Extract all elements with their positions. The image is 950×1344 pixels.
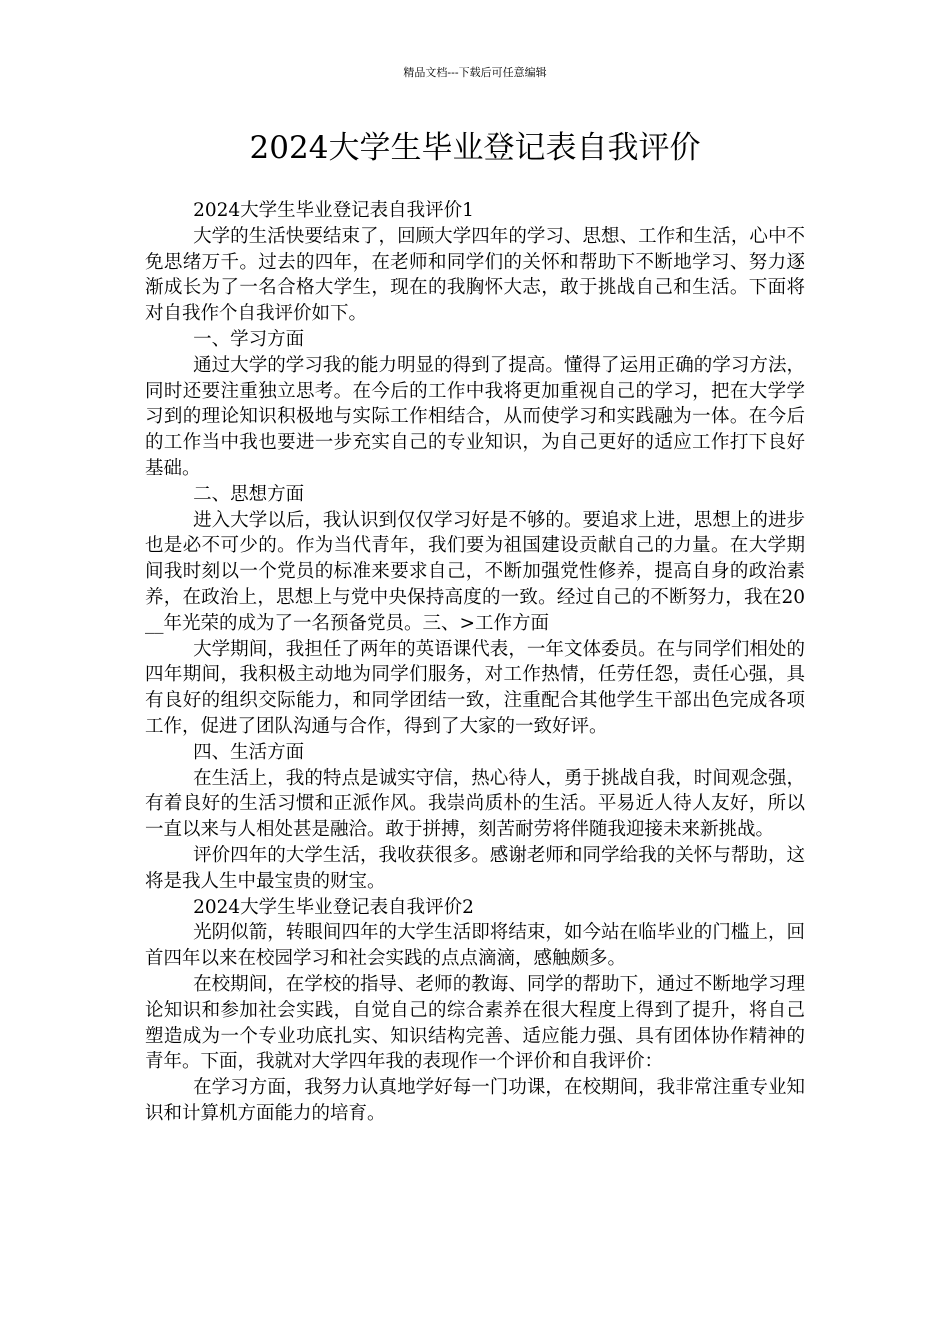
paragraph: 在校期间，在学校的指导、老师的教诲、同学的帮助下，通过不断地学习理论知识和参加社会实践，自觉自己的综合素养在很大程度上得到了提升，将自己塑造成为一个专业功底扎实、知识结构完善、适应能力强、具有团体协作精神的青年。下面，我就对大学四年我的表现作一个评价和自我评价： [145,973,805,1073]
section-heading-2: 2024大学生毕业登记表自我评价2 [193,896,474,918]
paragraph: 大学的生活快要结束了，回顾大学四年的学习、思想、工作和生活，心中不免思绪万千。过去的四年，在老师和同学们的关怀和帮助下不断地学习、努力逐渐成长为了一名合格大学生，现在的我胸怀大志，敢于挑战自己和生活。下面将对自我作个自我评价如下。 [145,225,805,325]
paragraph: 评价四年的大学生活，我收获很多。感谢老师和同学给我的关怀与帮助，这将是我人生中最宝贵的财宝。 [145,844,805,892]
paragraph: 进入大学以后，我认识到仅仅学习好是不够的。要追求上进，思想上的进步也是必不可少的。作为当代青年，我们要为祖国建设贡献自己的力量。在大学期间我时刻以一个党员的标准来要求自己，不断加强党性修养，提高自身的政治素养，在政治上，思想上与党中央保持高度的一致。经过自己的不断努力，我在20__年光荣的成为了一名预备党员。三、>工作方面 [145,509,805,634]
subheading: 四、生活方面 [193,741,305,763]
paragraph: 通过大学的学习我的能力明显的得到了提高。懂得了运用正确的学习方法，同时还要注重独立思考。在今后的工作中我将更加重视自己的学习，把在大学学习到的理论知识积极地与实际工作相结合，从而使学习和实践融为一体。在今后的工作当中我也要进一步充实自己的专业知识，为自己更好的适应工作打下良好基础。 [145,354,805,479]
subheading: 二、思想方面 [193,483,305,505]
document-body [145,198,805,1127]
paragraph: 在生活上，我的特点是诚实守信，热心待人，勇于挑战自我，时间观念强，有着良好的生活习惯和正派作风。我崇尚质朴的生活。平易近人待人友好，所以一直以来与人相处甚是融洽。敢于拼搏，刻苦耐劳将伴随我迎接未来新挑战。 [145,767,805,841]
paragraph: 大学期间，我担任了两年的英语课代表，一年文体委员。在与同学们相处的四年期间，我积极主动地为同学们服务，对工作热情，任劳任怨，责任心强，具有良好的组织交际能力，和同学团结一致，注重配合其他学生干部出色完成各项工作，促进了团队沟通与合作，得到了大家的一致好评。 [145,638,805,737]
page-header-watermark: 精品文档---下载后可任意编辑 [403,66,547,79]
document-title: 2024大学生毕业登记表自我评价 [249,130,701,166]
paragraph: 在学习方面，我努力认真地学好每一门功课，在校期间，我非常注重专业知识和计算机方面能力的培育。 [145,1077,805,1124]
section-heading-1: 2024大学生毕业登记表自我评价1 [193,200,474,221]
paragraph: 光阴似箭，转眼间四年的大学生活即将结束，如今站在临毕业的门槛上，回首四年以来在校园学习和社会实践的点点滴滴，感触颇多。 [145,922,805,970]
subheading: 一、学习方面 [193,328,305,350]
